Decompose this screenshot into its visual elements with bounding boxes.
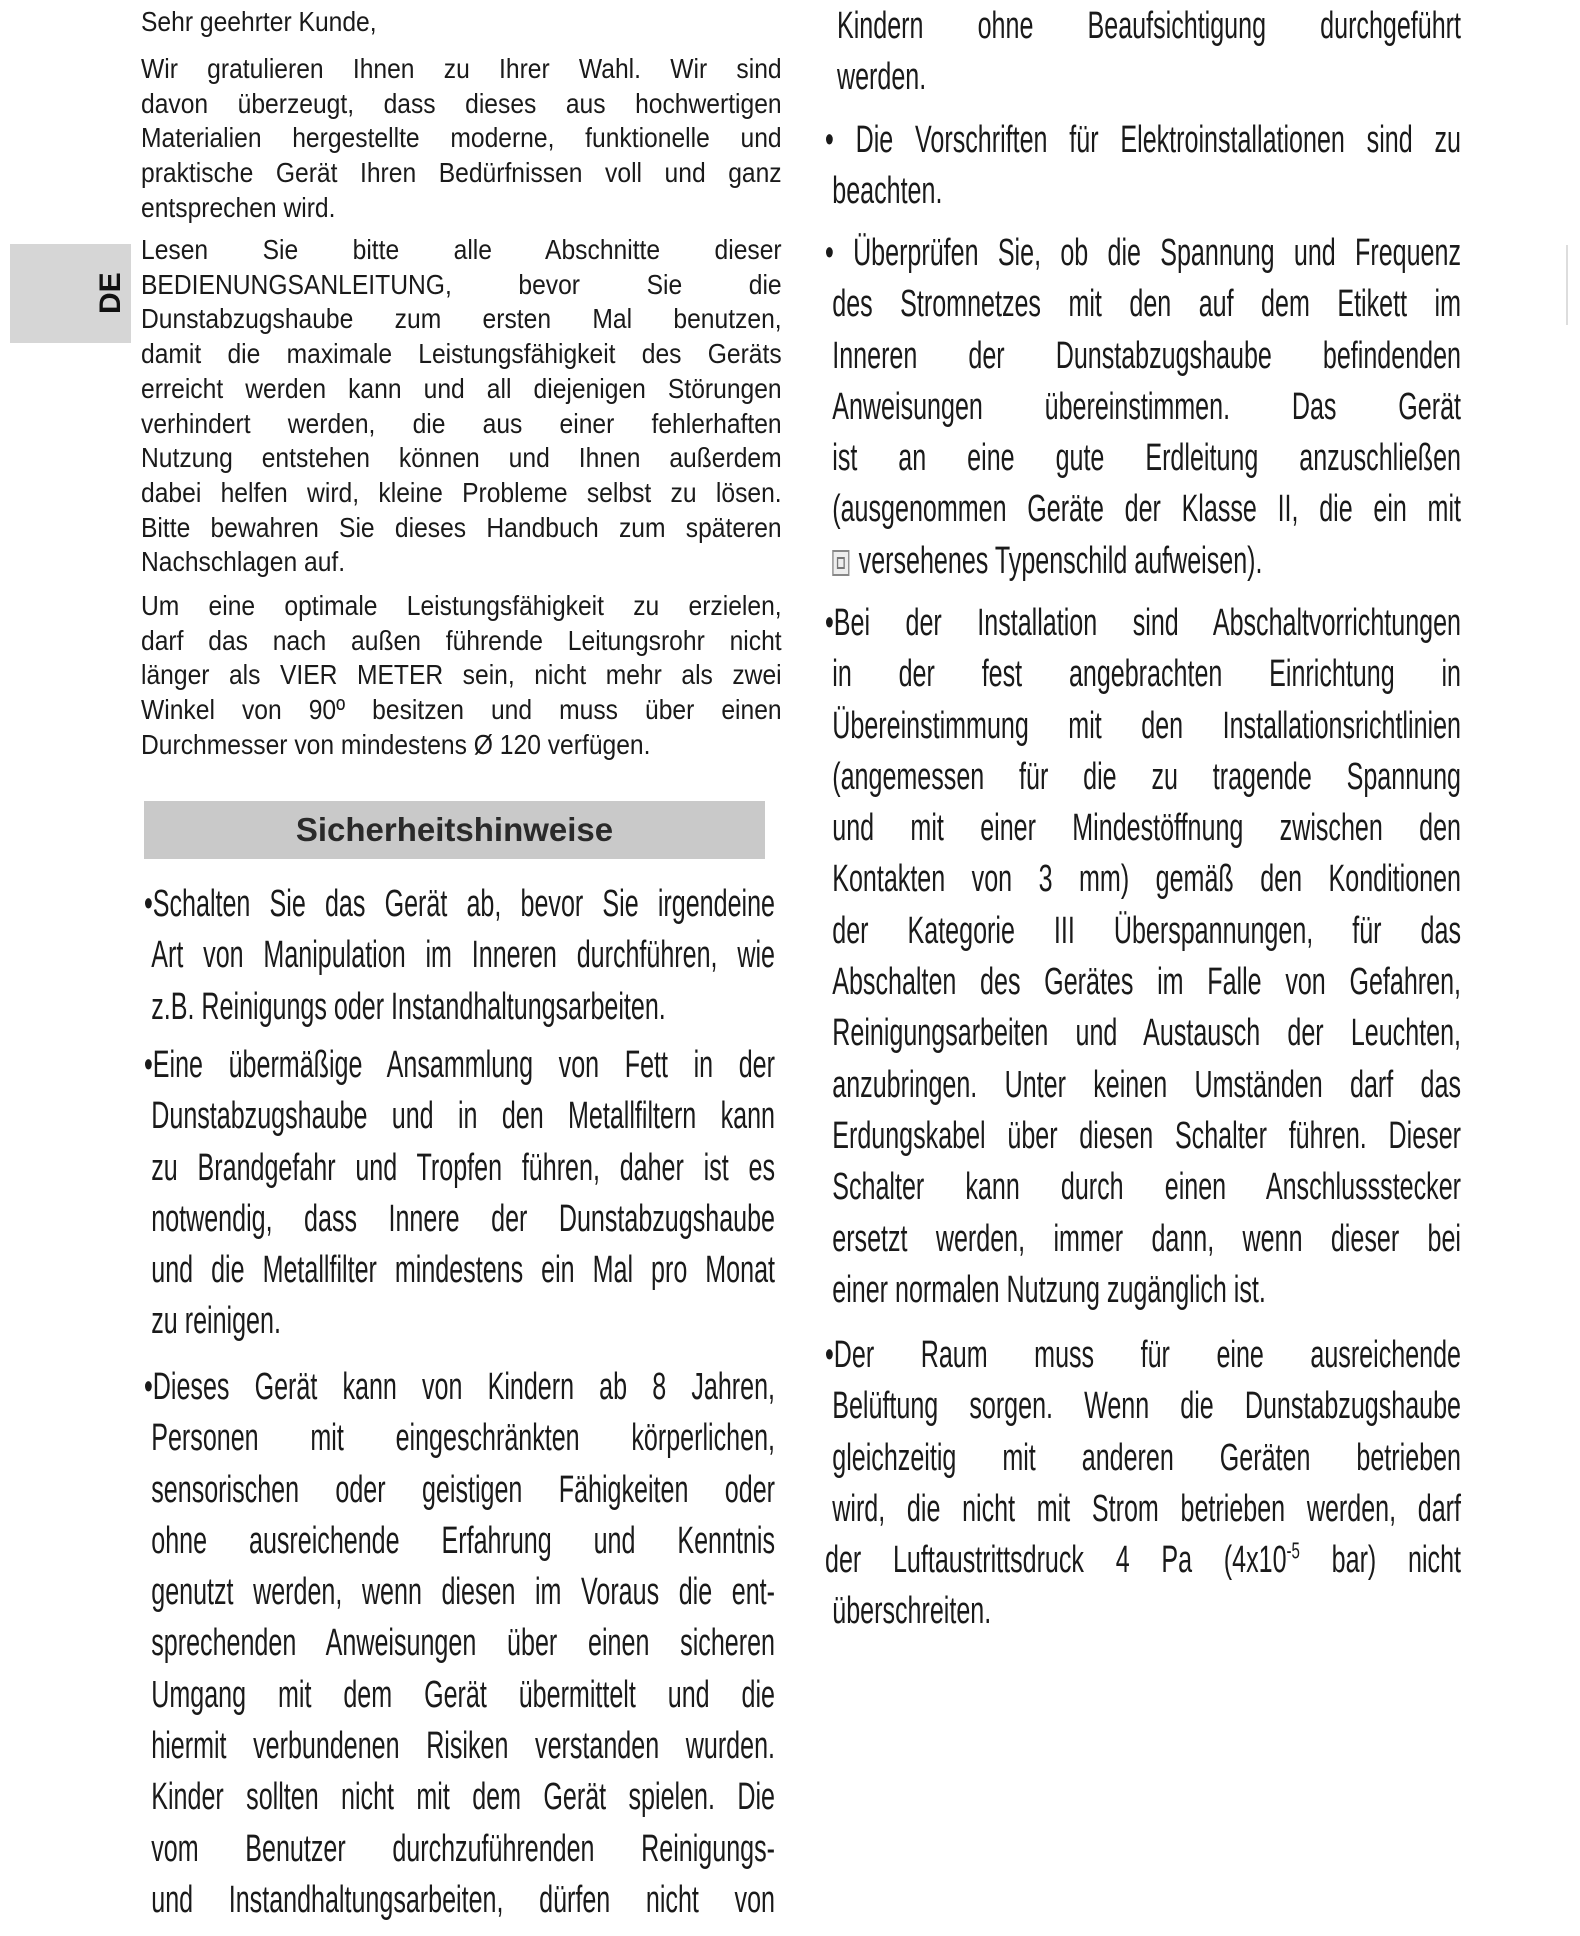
text-line	[825, 854, 1461, 905]
text-line	[144, 1516, 775, 1567]
text-span: verhindert werden, die aus einer fehlerhaften	[141, 407, 782, 439]
text-span: Bitte bewahren Sie dieses Handbuch zum späteren	[141, 511, 782, 543]
text-line	[141, 589, 782, 624]
text-line	[144, 879, 775, 930]
text-line	[825, 536, 1461, 587]
text-line	[825, 1214, 1461, 1265]
text-line	[144, 1465, 775, 1516]
text-span: beachten.	[832, 170, 943, 213]
text-span: wird, die nicht mit Strom betrieben werden, darf	[832, 1487, 1461, 1530]
text-line	[825, 803, 1461, 854]
text-span: Durchmesser von mindestens Ø 120 verfügen.	[141, 728, 651, 760]
text-line	[825, 166, 1461, 217]
text-span: ohne ausreichende Erfahrung und Kenntnis	[151, 1519, 775, 1562]
text-line	[141, 5, 782, 40]
text-line	[825, 598, 1461, 649]
text-span: •Schalten Sie das Gerät ab, bevor Sie irgendeine	[144, 883, 775, 925]
paragraph	[141, 233, 782, 580]
text-span: damit die maximale Leistungsfähigkeit des Geräts	[141, 338, 782, 370]
text-line	[141, 511, 782, 546]
bullet-paragraph	[825, 598, 1461, 1316]
text-span: Umgang mit dem Gerät übermittelt und die	[151, 1673, 775, 1716]
text-span: BEDIENUNGSANLEITUNG, bevor Sie die	[141, 268, 782, 300]
text-line	[141, 156, 782, 191]
text-line	[141, 545, 782, 580]
text-line	[825, 752, 1461, 803]
text-span: in der fest angebrachten Einrichtung in	[832, 653, 1461, 696]
text-line	[141, 337, 782, 372]
bullet-paragraph	[825, 1330, 1461, 1638]
text-line	[825, 701, 1461, 752]
text-span: Abschalten des Gerätes im Falle von Gefahren,	[832, 961, 1461, 1004]
text-line	[141, 268, 782, 303]
text-line	[141, 407, 782, 442]
text-span: versehenes Typenschild aufweisen).	[858, 539, 1263, 582]
text-span: •Der Raum muss für eine ausreichende	[825, 1334, 1461, 1376]
text-span: Winkel von 90º besitzen und muss über einen	[141, 694, 782, 726]
text-line	[825, 1484, 1461, 1535]
text-span: (angemessen für die zu tragende Spannung	[832, 755, 1461, 798]
text-span: Kontakten von 3 mm) gemäß den Konditionen	[832, 858, 1461, 901]
text-span: der Kategorie III Überspannungen, für das	[832, 909, 1461, 952]
text-line	[144, 1413, 775, 1464]
paragraph	[141, 5, 782, 40]
text-line	[141, 302, 782, 337]
text-line	[837, 52, 1461, 103]
page-edge-mark	[1566, 245, 1568, 325]
text-span: Wir gratulieren Ihnen zu Ihrer Wahl. Wir sind	[141, 53, 782, 84]
text-line	[144, 1670, 775, 1721]
text-span: davon überzeugt, dass dieses aus hochwertigen	[141, 87, 782, 119]
text-line	[144, 1245, 775, 1296]
text-line	[144, 1567, 775, 1618]
text-line	[825, 1586, 1461, 1637]
text-span: sprechenden Anweisungen über einen sicheren	[151, 1622, 775, 1665]
text-span: z.B. Reinigungs oder Instandhaltungsarbeiten.	[151, 985, 666, 1028]
text-line	[825, 433, 1461, 484]
language-label: DE	[94, 271, 127, 314]
text-line	[144, 1296, 775, 1347]
text-line	[825, 382, 1461, 433]
text-line	[141, 52, 782, 87]
text-span: hiermit verbundenen Risiken verstanden wurden.	[151, 1725, 775, 1768]
text-span: Nutzung entstehen können und Ihnen außerdem	[141, 442, 782, 474]
text-span: und Instandhaltungsarbeiten, dürfen nicht von	[151, 1878, 775, 1921]
text-span: Sehr geehrter Kunde,	[141, 6, 377, 37]
text-line	[825, 1330, 1461, 1381]
text-span: gleichzeitig mit anderen Geräten betrieben	[832, 1436, 1461, 1479]
text-line	[141, 121, 782, 156]
text-line	[825, 279, 1461, 330]
text-span: praktische Gerät Ihren Bedürfnissen voll und ganz	[141, 157, 782, 189]
text-line	[144, 1772, 775, 1823]
text-span: Personen mit eingeschränkten körperlichen,	[151, 1417, 775, 1460]
text-line	[141, 658, 782, 693]
section-heading-text: Sicherheitshinweise	[295, 811, 614, 848]
text-span: des Stromnetzes mit den auf dem Etikett im	[832, 283, 1461, 326]
text-span: sensorischen oder geistigen Fähigkeiten oder	[151, 1468, 775, 1511]
text-span: •Bei der Installation sind Abschaltvorrichtungen	[825, 602, 1461, 644]
text-span: zu reinigen.	[151, 1300, 281, 1343]
text-line	[141, 693, 782, 728]
language-tab-de	[10, 244, 131, 343]
text-span: genutzt werden, wenn diesen im Voraus die ent-	[151, 1571, 775, 1614]
text-span: ist an eine gute Erdleitung anzuschließen	[832, 437, 1461, 480]
text-span: ersetzt werden, immer dann, wenn dieser bei	[832, 1217, 1461, 1260]
text-span: bar) nicht	[1299, 1539, 1461, 1582]
text-span: •Eine übermäßige Ansammlung von Fett in der	[144, 1044, 775, 1086]
text-span: entsprechen wird.	[141, 191, 336, 223]
text-line	[144, 982, 775, 1033]
text-span: und mit einer Mindestöffnung zwischen den	[832, 807, 1461, 850]
text-line	[825, 1265, 1461, 1316]
text-span: zu Brandgefahr und Tropfen führen, daher ist es	[151, 1146, 775, 1189]
text-line	[141, 476, 782, 511]
text-line	[144, 1091, 775, 1142]
text-line	[825, 957, 1461, 1008]
text-span: Um eine optimale Leistungsfähigkeit zu erzielen,	[141, 590, 782, 621]
text-span: Erdungskabel über diesen Schalter führen. Dieser	[832, 1114, 1461, 1157]
text-line	[141, 233, 782, 268]
text-line	[825, 1111, 1461, 1162]
text-span: vom Benutzer durchzuführenden Reinigungs-	[151, 1827, 775, 1870]
text-span: und die Metallfilter mindestens ein Mal pro Monat	[151, 1249, 775, 1292]
text-line	[144, 1824, 775, 1875]
section-heading	[144, 801, 765, 859]
text-span: Schalter kann durch einen Anschlussstecker	[832, 1166, 1461, 1209]
text-span: Dunstabzugshaube und in den Metallfiltern kann	[151, 1095, 775, 1138]
text-span: einer normalen Nutzung zugänglich ist.	[832, 1268, 1266, 1311]
text-line	[144, 1143, 775, 1194]
text-span: überschreiten.	[832, 1590, 992, 1633]
text-span: Lesen Sie bitte alle Abschnitte dieser	[141, 234, 782, 265]
text-span: (ausgenommen Geräte der Klasse II, die ein mit	[832, 488, 1461, 531]
text-span: Inneren der Dunstabzugshaube befindenden	[832, 334, 1461, 377]
text-line	[825, 1060, 1461, 1111]
bullet-paragraph	[144, 1040, 775, 1348]
text-line	[144, 1040, 775, 1091]
text-line	[837, 1, 1461, 52]
paragraph	[837, 1, 1461, 104]
exponent: -5	[1286, 1537, 1300, 1564]
text-line	[825, 115, 1461, 166]
text-span: Übereinstimmung mit den Installationsrichtlinien	[832, 704, 1461, 747]
text-span: Reinigungsarbeiten und Austausch der Leuchten,	[832, 1012, 1461, 1055]
text-line	[144, 1362, 775, 1413]
text-line	[141, 728, 782, 763]
bullet-paragraph	[144, 879, 775, 1033]
text-span: Art von Manipulation im Inneren durchführen, wie	[151, 934, 775, 977]
text-span: darf das nach außen führende Leitungsrohr nicht	[141, 624, 782, 656]
text-line	[144, 930, 775, 981]
text-line	[141, 441, 782, 476]
text-span: Belüftung sorgen. Wenn die Dunstabzugshaube	[832, 1385, 1461, 1428]
text-line	[141, 624, 782, 659]
text-span: Dunstabzugshaube zum ersten Mal benutzen,	[141, 303, 782, 335]
text-span: notwendig, dass Innere der Dunstabzugshaube	[151, 1197, 775, 1240]
text-span: Anweisungen übereinstimmen. Das Gerät	[832, 385, 1461, 428]
text-span: Materialien hergestellte moderne, funktionelle und	[141, 122, 782, 154]
text-span: Kindern ohne Beaufsichtigung durchgeführt	[837, 5, 1461, 47]
text-line	[144, 1618, 775, 1669]
text-line	[825, 1433, 1461, 1484]
text-span: • Die Vorschriften für Elektroinstallationen sind zu	[825, 119, 1461, 161]
text-span: Nachschlagen auf.	[141, 546, 346, 578]
text-span: dabei helfen wird, kleine Probleme selbst zu lösen.	[141, 476, 782, 508]
text-span: Kinder sollten nicht mit dem Gerät spielen. Die	[151, 1776, 775, 1819]
text-line	[141, 191, 782, 226]
paragraph	[141, 589, 782, 763]
text-line	[825, 649, 1461, 700]
bullet-paragraph	[825, 115, 1461, 218]
text-span: anzubringen. Unter keinen Umständen darf das	[832, 1063, 1461, 1106]
bullet-paragraph	[825, 228, 1461, 587]
class-ii-symbol-icon	[832, 550, 849, 576]
text-span: •Dieses Gerät kann von Kindern ab 8 Jahren,	[144, 1366, 775, 1408]
bullet-paragraph	[144, 1362, 775, 1926]
text-line	[144, 1194, 775, 1245]
text-line	[825, 484, 1461, 535]
text-line	[144, 1875, 775, 1926]
text-line	[144, 1721, 775, 1772]
text-line	[825, 1162, 1461, 1213]
text-span: der Luftaustrittsdruck 4 Pa (4x10	[825, 1539, 1287, 1582]
text-line	[825, 228, 1461, 279]
text-span: erreicht werden kann und all diejenigen Störungen	[141, 372, 782, 404]
text-line	[825, 1535, 1461, 1586]
text-line	[825, 1008, 1461, 1059]
text-span: • Überprüfen Sie, ob die Spannung und Frequenz	[825, 232, 1461, 274]
paragraph	[141, 52, 782, 226]
text-line	[825, 906, 1461, 957]
text-line	[141, 87, 782, 122]
text-span: werden.	[837, 56, 927, 99]
text-span: länger als VIER METER sein, nicht mehr als zwei	[141, 659, 782, 691]
text-line	[141, 372, 782, 407]
text-line	[825, 331, 1461, 382]
text-line	[825, 1381, 1461, 1432]
